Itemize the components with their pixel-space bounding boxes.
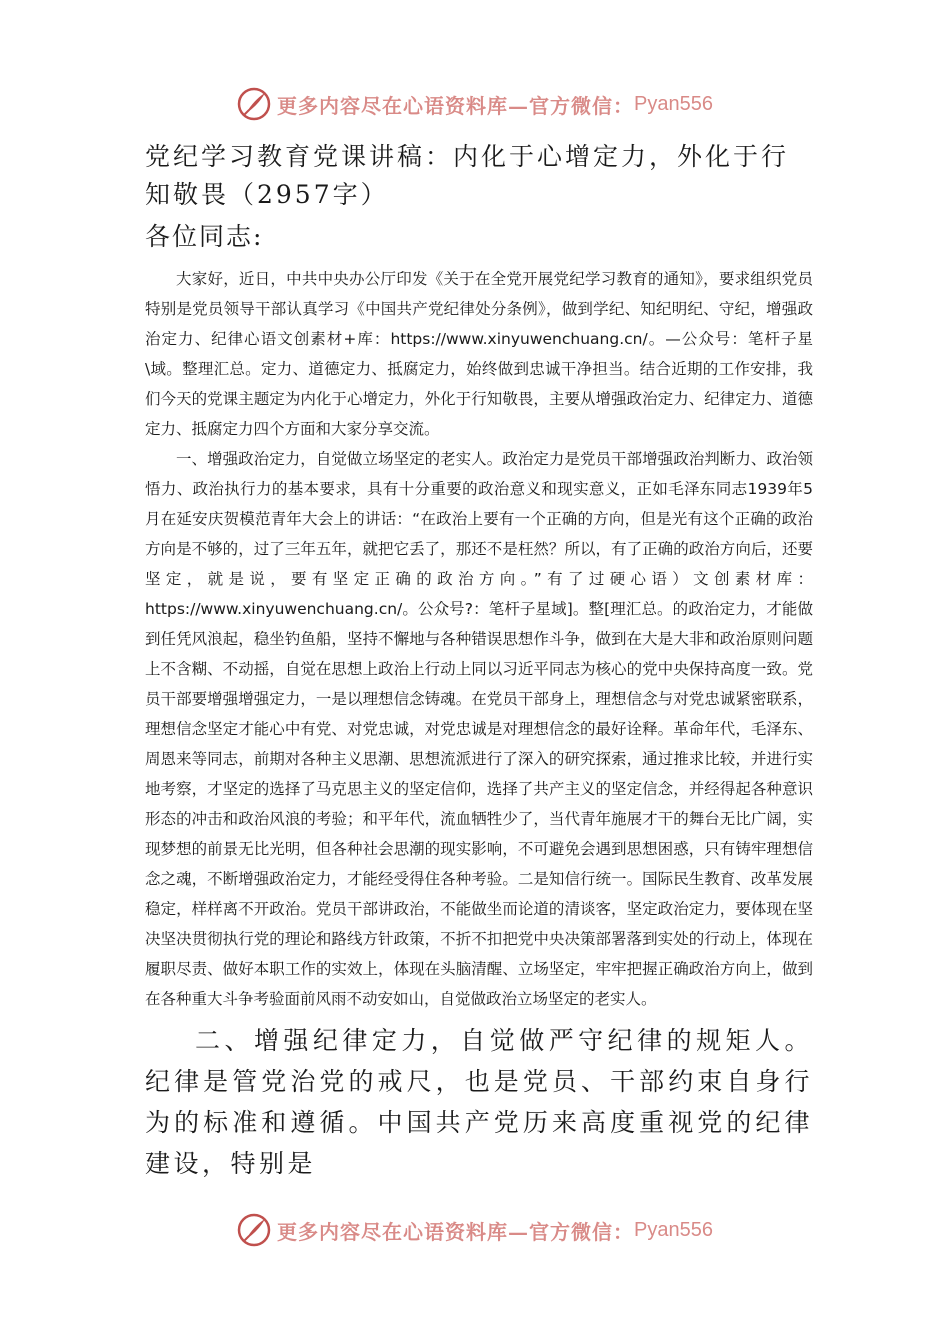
- document-body: [145, 138, 813, 1184]
- watermark-header: [0, 84, 950, 124]
- watermark-footer: [0, 1210, 950, 1250]
- quill-logo-icon: [237, 87, 271, 121]
- greeting: 各位同志:: [145, 222, 264, 251]
- watermark-text: 更多内容尽在心语资料库—官方微信：: [277, 1219, 635, 1244]
- watermark-account: Pyan556: [634, 1218, 713, 1241]
- document-title: 党纪学习教育党课讲稿：内化于心增定力，外化于行知敬畏（2957字）: [145, 142, 790, 209]
- section-heading-paragraph: 二、增强纪律定力，自觉做严守纪律的规矩人。纪律是管党治党的戒尺，也是党员、干部约束自身行为的标准和遵循。中国共产党历来高度重视党的纪律建设，特别是: [145, 1026, 813, 1178]
- watermark-account: Pyan556: [634, 92, 713, 115]
- quill-logo-icon: [237, 1213, 271, 1247]
- paragraph: 一、增强政治定力，自觉做立场坚定的老实人。政治定力是党员干部增强政治判断力、政治领悟力、政治执行力的基本要求，具有十分重要的政治意义和现实意义，正如毛泽东同志1939年5月在延安庆贺模范青年大会上的讲话：“在政治上要有一个正确的方向，但是光有这个正确的政治方向是不够的，过了三年五年，就把它丢了，那还不是枉然？所以，有了正确的政治方向后，还要坚定，就是说，要有坚定正确的政治方向。”有了过硬心语）文创素材库：https://www.xinyuwenchuang.cn/。公众号?：笔杆子星域]。整[理汇总。的政治定力，才能做到任凭风浪起，稳坐钓鱼船，坚持不懈地与各种错误思想作斗争，做到在大是大非和政治原则问题上不含糊、不动摇，自觉在思想上政治上行动上同以习近平同志为核心的党中央保持高度一致。党员干部要增强增强定力，一是以理想信念铸魂。在党员干部身上，理想信念与对党忠诚紧密联系，理想信念坚定才能心中有党、对党忠诚，对党忠诚是对理想信念的最好诠释。革命年代，毛泽东、周恩来等同志，前期对各种主义思潮、思想流派进行了深入的研究探索，通过推求比较，并进行实地考察，才坚定的选择了马克思主义的坚定信仰，选择了共产主义的坚定信念，并经得起各种意识形态的冲击和政治风浪的考验；和平年代，流血牺牲少了，当代青年施展才干的舞台无比广阔，实现梦想的前景无比光明，但各种社会思潮的现实影响，不可避免会遇到思想困惑，只有铸牢理想信念之魂，不断增强政治定力，才能经受得住各种考验。二是知信行统一。国际民生教育、改革发展稳定，样样离不开政治。党员干部讲政治，不能做坐而论道的清谈客，坚定政治定力，要体现在坚决坚决贯彻执行党的理论和路线方针政策，不折不扣把党中央决策部署落到实处的行动上，体现在履职尽责、做好本职工作的实效上，体现在头脑清醒、立场坚定，牢牢把握正确政治方向上，做到在各种重大斗争考验面前风雨不动安如山，自觉做政治立场坚定的老实人。: [145, 450, 813, 1008]
- paragraph: 大家好，近日，中共中央办公厅印发《关于在全党开展党纪学习教育的通知》，要求组织党员特别是党员领导干部认真学习《中国共产党纪律处分条例》，做到学纪、知纪明纪、守纪，增强政治定力、纪律心语文创素材+库：https://www.xinyuwenchuang.cn/。—公众号：笔杆子星\域。整理汇总。定力、道德定力、抵腐定力，始终做到忠诚干净担当。结合近期的工作安排，我们今天的党课主题定为内化于心增定力，外化于行知敬畏，主要从增强政治定力、纪律定力、道德定力、抵腐定力四个方面和大家分享交流。: [145, 270, 813, 438]
- watermark-text: 更多内容尽在心语资料库—官方微信：: [277, 93, 635, 118]
